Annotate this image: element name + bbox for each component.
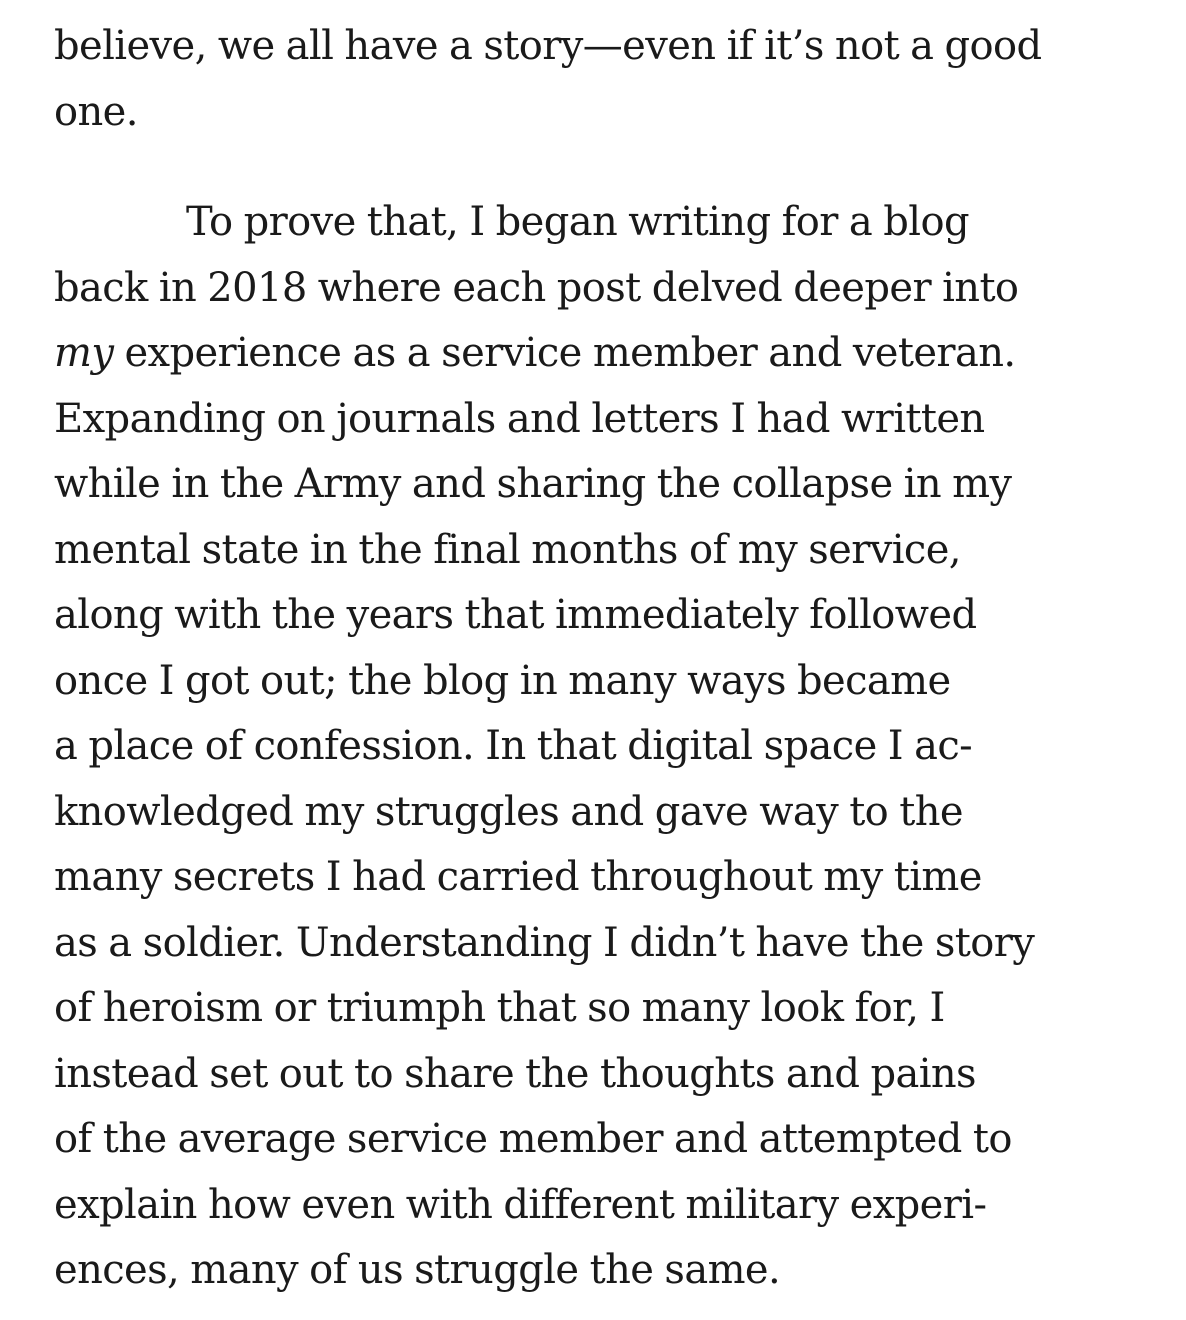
text-line: mental state in the final months of my service, xyxy=(54,526,961,573)
paragraph-gap xyxy=(54,145,1154,190)
text-line: of the average service member and attempted to xyxy=(54,1116,1012,1162)
text-line: as a soldier. Understanding I didn’t have the story xyxy=(54,919,1035,966)
text-line: believe, we all have a story—even if it’s not a good xyxy=(54,23,1042,69)
text-line: explain how even with different military experi- xyxy=(54,1181,987,1228)
text-line: one. xyxy=(54,88,138,135)
text-line: ences, many of us struggle the same. xyxy=(54,1247,781,1293)
text-line xyxy=(54,321,1154,387)
text-line: knowledged my struggles and gave way to the xyxy=(54,788,963,835)
text-line: back in 2018 where each post delved deeper into xyxy=(54,264,1019,311)
document-page xyxy=(54,14,1154,1304)
emphasized-word: my xyxy=(54,330,114,376)
text-line-rest: experience as a service member and veteran. xyxy=(113,330,1016,376)
text-line: along with the years that immediately followed xyxy=(54,592,977,638)
paragraph-continued xyxy=(54,14,1154,145)
text-line: instead set out to share the thoughts and pains xyxy=(54,1050,976,1097)
text-line: of heroism or triumph that so many look for, I xyxy=(54,985,945,1031)
text-line: while in the Army and sharing the collapse in my xyxy=(54,461,1012,507)
text-line: Expanding on journals and letters I had written xyxy=(54,395,985,442)
text-line: a place of confession. In that digital space I ac- xyxy=(54,723,973,769)
paragraph-blog xyxy=(54,190,1154,1304)
text-line: many secrets I had carried throughout my time xyxy=(54,854,982,900)
text-line: once I got out; the blog in many ways became xyxy=(54,657,951,704)
text-line-indented: To prove that, I began writing for a blog xyxy=(186,199,969,245)
